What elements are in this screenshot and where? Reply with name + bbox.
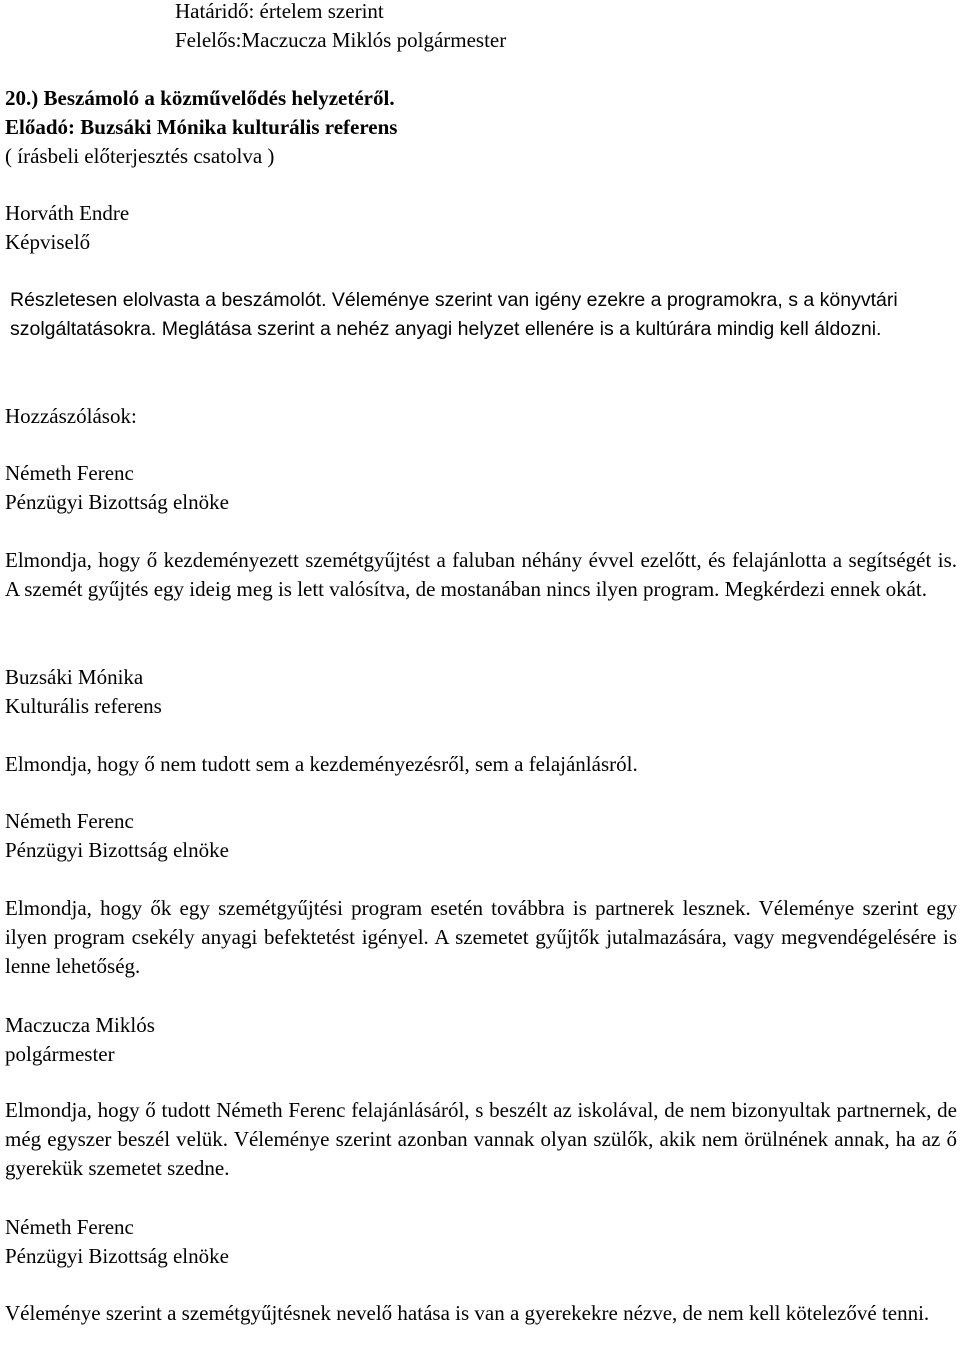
speaker-name: Horváth Endre: [5, 201, 130, 225]
speaker-name: Németh Ferenc: [5, 1215, 134, 1239]
deadline-line: Határidő: értelem szerint: [175, 0, 384, 23]
speaker-heading: [5, 199, 955, 257]
speaker-heading: [5, 663, 955, 721]
speaker-role: Pénzügyi Bizottság elnöke: [5, 1244, 229, 1268]
speaker-role: Pénzügyi Bizottság elnöke: [5, 490, 229, 514]
speaker-heading: [5, 459, 955, 517]
speaker-name: Maczucza Miklós: [5, 1013, 155, 1037]
speaker-statement: Részletesen elolvasta a beszámolót. Véleménye szerint van igény ezekre a programokra, s a könyvtári szolgáltatásokra. Meglátása szerint a nehéz anyagi helyzet ellenére is a kultúrára mindig kell áldozni.: [10, 289, 898, 340]
agenda-item-title: 20.) Beszámoló a közművelődés helyzetéről.: [5, 86, 395, 110]
agenda-item-presenter: Előadó: Buzsáki Mónika kulturális referens: [5, 115, 398, 139]
speaker-role: polgármester: [5, 1042, 115, 1066]
comments-heading: Hozzászólások:: [5, 404, 137, 428]
speaker-heading: [5, 1011, 955, 1069]
speaker-name: Németh Ferenc: [5, 809, 134, 833]
speaker-statement: Véleménye szerint a szemétgyűjtésnek nevelő hatása is van a gyerekekre nézve, de nem kell kötelezővé tenni.: [5, 1301, 930, 1325]
speaker-role: Kulturális referens: [5, 694, 162, 718]
speaker-role: Pénzügyi Bizottság elnöke: [5, 838, 229, 862]
speaker-heading: [5, 807, 955, 865]
speaker-statement: Elmondja, hogy ők egy szemétgyűjtési program esetén továbbra is partnerek lesznek. Véleménye szerint egy ilyen program csekély anyagi befektetést igényel. A szemetet gyűjtők jutalmazására, vagy megvendégelésére is lenne lehetőség.: [5, 896, 957, 978]
speaker-role: Képviselő: [5, 230, 91, 254]
speaker-name: Buzsáki Mónika: [5, 665, 144, 689]
responsible-line: Felelős:Maczucza Miklós polgármester: [175, 28, 507, 52]
speaker-name: Németh Ferenc: [5, 461, 134, 485]
speaker-statement: Elmondja, hogy ő tudott Németh Ferenc felajánlásáról, s beszélt az iskolával, de nem bizonyultak partnernek, de még egyszer beszél velük. Véleménye szerint azonban vannak olyan szülők, akik nem örülnének annak, ha az ő gyerekük szemetet szedne.: [5, 1098, 957, 1180]
speaker-statement: Elmondja, hogy ő kezdeményezett szemétgyűjtést a faluban néhány évvel ezelőtt, és felajánlotta a segítségét is. A szemét gyűjtés egy ideig meg is lett valósítva, de mostanában nincs ilyen program. Megkérdezi ennek okát.: [5, 548, 957, 601]
agenda-item-note: ( írásbeli előterjesztés csatolva ): [5, 144, 275, 168]
deadline-block: [175, 0, 955, 55]
speaker-heading: [5, 1213, 955, 1271]
speaker-statement: Elmondja, hogy ő nem tudott sem a kezdeményezésről, sem a felajánlásról.: [5, 752, 638, 776]
